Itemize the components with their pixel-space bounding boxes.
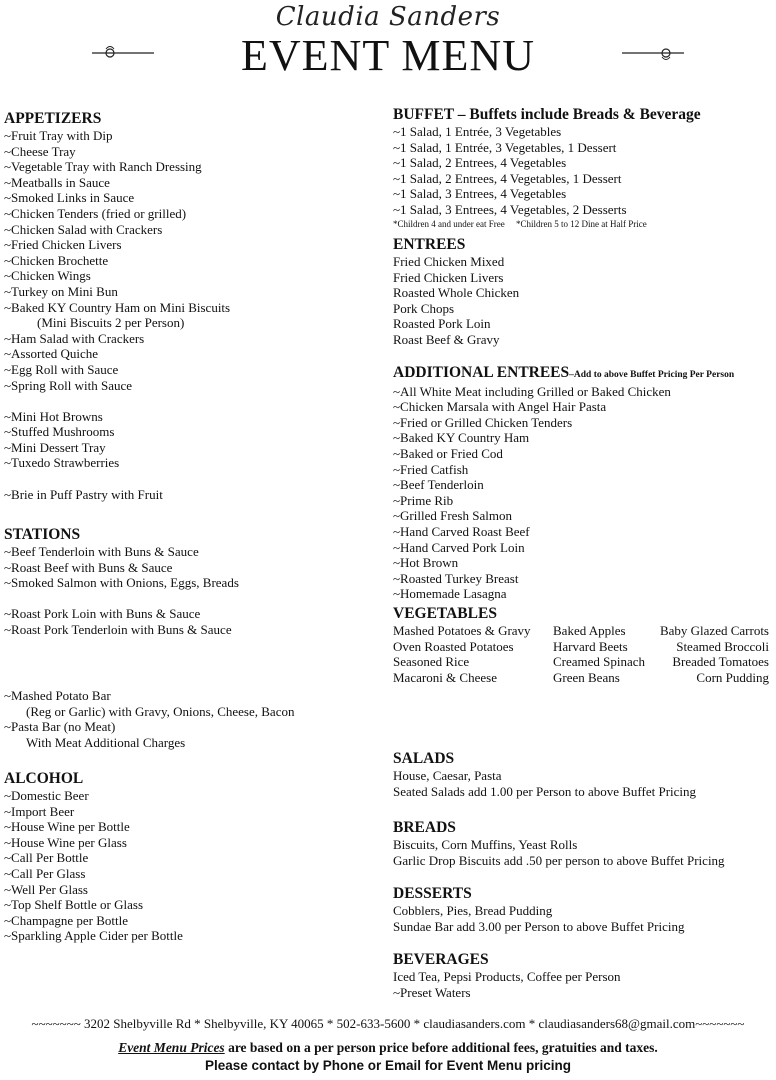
vegetable-item: Green Beans [553,669,620,685]
entrees-list [393,254,519,348]
list-item: ~Chicken Brochette [4,252,109,268]
pricing-note-text: are based on a per person price before additional fees, gratuities and taxes. [224,1040,658,1055]
list-item: ~Stuffed Mushrooms [4,424,115,440]
list-item: ~1 Salad, 2 Entrees, 4 Vegetables [393,155,567,171]
list-item: ~Preset Waters [393,984,471,1000]
list-item: ~Ham Salad with Crackers [4,330,145,346]
list-item: ~Sparkling Apple Cider per Bottle [4,928,183,944]
pricing-note-label: Event Menu Prices [118,1040,225,1055]
list-item: ~Turkey on Mini Bun [4,283,118,299]
list-item: ~Fried or Grilled Chicken Tenders [393,414,573,430]
list-item: ~1 Salad, 3 Entrees, 4 Vegetables [393,186,567,202]
list-item: ~Mashed Potato Bar [4,688,111,703]
vegetable-item: Baby Glazed Carrots [659,623,769,638]
list-item: ~House Wine per Bottle [4,819,130,835]
list-item: ~Baked KY Country Ham on Mini Biscuits [4,299,231,315]
list-item: ~Roasted Turkey Breast [393,570,519,586]
additional-entrees-section [393,364,734,602]
list-item: ~Spring Roll with Sauce [4,377,133,393]
list-item: ~1 Salad, 2 Entrees, 4 Vegetables, 1 Dessert [393,170,622,186]
page-title: EVENT MENU [241,31,535,80]
beverages-section [393,951,621,1000]
list-item: ~Chicken Wings [4,268,91,284]
list-item: Garlic Drop Biscuits add .50 per person to above Buffet Pricing [393,852,725,868]
list-item: ~Grilled Fresh Salmon [393,508,512,524]
list-item: ~1 Salad, 1 Entrée, 3 Vegetables, 1 Dessert [393,139,617,155]
list-item: ~Meatballs in Sauce [4,174,110,190]
list-item: ~All White Meat including Grilled or Baked Chicken [393,383,671,399]
list-item: House, Caesar, Pasta [393,768,502,783]
left-flourish-icon [92,44,162,62]
list-spacer [4,591,239,607]
list-item: ~Roast Beef with Buns & Sauce [4,559,173,575]
bars-section [4,688,294,750]
list-item: ~Smoked Salmon with Onions, Eggs, Breads [4,575,239,591]
vegetable-item: Breaded Tomatoes [672,654,769,670]
list-item: ~Vegetable Tray with Ranch Dressing [4,159,202,175]
buffet-list [393,124,701,218]
list-item: ~Roast Pork Loin with Buns & Sauce [4,606,201,622]
breads-section [393,819,725,868]
list-item: Iced Tea, Pepsi Products, Coffee per Person [393,969,621,984]
list-item: With Meat Additional Charges [26,734,186,750]
vegetable-item: Corn Pudding [696,669,769,685]
list-item: ~Assorted Quiche [4,346,99,362]
vegetable-item: Oven Roasted Potatoes [393,638,514,654]
list-item: ~Call Per Bottle [4,850,89,866]
list-item: ~Baked or Fried Cod [393,445,503,461]
children-note: *Children 4 and under eat Free *Children 5 to 12 Dine at Half Price [393,218,647,229]
list-item: ~Chicken Salad with Crackers [4,221,163,237]
desserts-heading: DESSERTS [393,885,472,902]
additional-entrees-heading: ADDITIONAL ENTREES [393,364,570,381]
alcohol-heading: ALCOHOL [4,770,84,787]
list-item: ~Import Beer [4,803,75,819]
list-item: ~Well Per Glass [4,881,88,897]
contact-line: ~~~~~~~ 3202 Shelbyville Rd * Shelbyville, KY 40065 * 502-633-5600 * claudiasanders.com * claudiasanders68@gmail.com~~~~~~~ [31,1016,745,1031]
stations-list [4,544,239,638]
list-item: Roasted Pork Loin [393,316,491,332]
list-item: ~1 Salad, 1 Entrée, 3 Vegetables [393,124,562,139]
list-item: Fried Chicken Mixed [393,254,505,269]
entrees-section [393,236,519,348]
vegetables-section [393,605,769,685]
vegetable-item: Steamed Broccoli [676,638,769,654]
list-item: Roast Beef & Gravy [393,331,500,347]
list-item: ~Chicken Marsala with Angel Hair Pasta [393,399,607,415]
list-item: Biscuits, Corn Muffins, Yeast Rolls [393,837,578,852]
list-item: ~Fried Chicken Livers [4,237,122,253]
right-flourish-icon [614,44,684,62]
list-item: ~Chicken Tenders (fried or grilled) [4,205,187,221]
list-item: ~Pasta Bar (no Meat) [4,719,116,735]
appetizers-list [4,128,230,502]
list-item: ~Smoked Links in Sauce [4,190,135,206]
list-item: ~Champagne per Bottle [4,912,129,928]
additional-entrees-list [393,384,734,602]
vegetable-item: Harvard Beets [553,638,628,654]
list-item: Sundae Bar add 3.00 per Person to above Buffet Pricing [393,918,685,934]
vegetable-item: Creamed Spinach [553,654,646,670]
list-item: ~Top Shelf Bottle or Glass [4,897,144,913]
pricing-note [0,1040,776,1056]
list-item: Roasted Whole Chicken [393,285,520,301]
list-item: ~Egg Roll with Sauce [4,361,119,377]
stations-section [4,526,239,638]
list-item: Cobblers, Pies, Bread Pudding [393,903,553,918]
list-item: ~Domestic Beer [4,788,89,803]
list-item: ~Fruit Tray with Dip [4,128,113,143]
list-item: ~Baked KY Country Ham [393,430,530,446]
breads-heading: BREADS [393,819,456,836]
list-item: ~Beef Tenderloin with Buns & Sauce [4,544,199,559]
list-item: ~Mini Dessert Tray [4,439,106,455]
vegetables-grid [393,623,769,685]
list-item: ~Call Per Glass [4,865,86,881]
additional-entrees-subheading: –Add to above Buffet Pricing Per Person [569,370,735,380]
list-item: ~Roast Pork Tenderloin with Buns & Sauce [4,621,232,637]
list-item: ~House Wine per Glass [4,834,127,850]
list-spacer [4,393,230,409]
list-item: ~Hand Carved Pork Loin [393,539,525,555]
salads-section [393,750,696,799]
list-spacer [4,471,230,487]
list-item: ~1 Salad, 3 Entrees, 4 Vegetables, 2 Desserts [393,201,627,217]
contact-note: Please contact by Phone or Email for Event Menu pricing [204,1058,572,1073]
list-item: ~Hot Brown [393,555,459,571]
vegetable-item: Baked Apples [553,623,626,638]
entrees-heading: ENTREES [393,236,466,253]
buffet-heading: BUFFET – Buffets include Breads & Beverage [393,106,701,123]
list-item: (Mini Biscuits 2 per Person) [37,315,185,331]
vegetable-item: Seasoned Rice [393,654,470,670]
vegetable-item: Mashed Potatoes & Gravy [393,623,531,638]
list-item: ~Hand Carved Roast Beef [393,523,530,539]
alcohol-section [4,770,183,944]
list-item: ~Homemade Lasagna [393,586,507,602]
list-item: ~Fried Catfish [393,461,469,477]
list-item: Fried Chicken Livers [393,269,504,285]
vegetables-heading: VEGETABLES [393,605,497,622]
stations-heading: STATIONS [4,526,81,543]
list-item: Pork Chops [393,300,455,316]
list-item: (Reg or Garlic) with Gravy, Onions, Cheese, Bacon [26,703,295,719]
desserts-section [393,885,684,934]
beverages-heading: BEVERAGES [393,951,489,968]
list-item: Seated Salads add 1.00 per Person to above Buffet Pricing [393,783,697,799]
list-item: ~Cheese Tray [4,143,76,159]
list-item: ~Brie in Puff Pastry with Fruit [4,486,163,502]
appetizers-section [4,110,230,502]
list-item: ~Prime Rib [393,492,454,508]
list-item: ~Tuxedo Strawberries [4,455,120,471]
vegetable-item: Macaroni & Cheese [393,669,497,685]
appetizers-heading: APPETIZERS [4,110,102,127]
buffet-section [393,106,701,230]
list-item: ~Mini Hot Browns [4,408,103,424]
restaurant-script-name: Claudia Sanders [275,2,501,32]
salads-heading: SALADS [393,750,455,767]
alcohol-list [4,788,183,944]
list-item: ~Beef Tenderloin [393,477,484,493]
